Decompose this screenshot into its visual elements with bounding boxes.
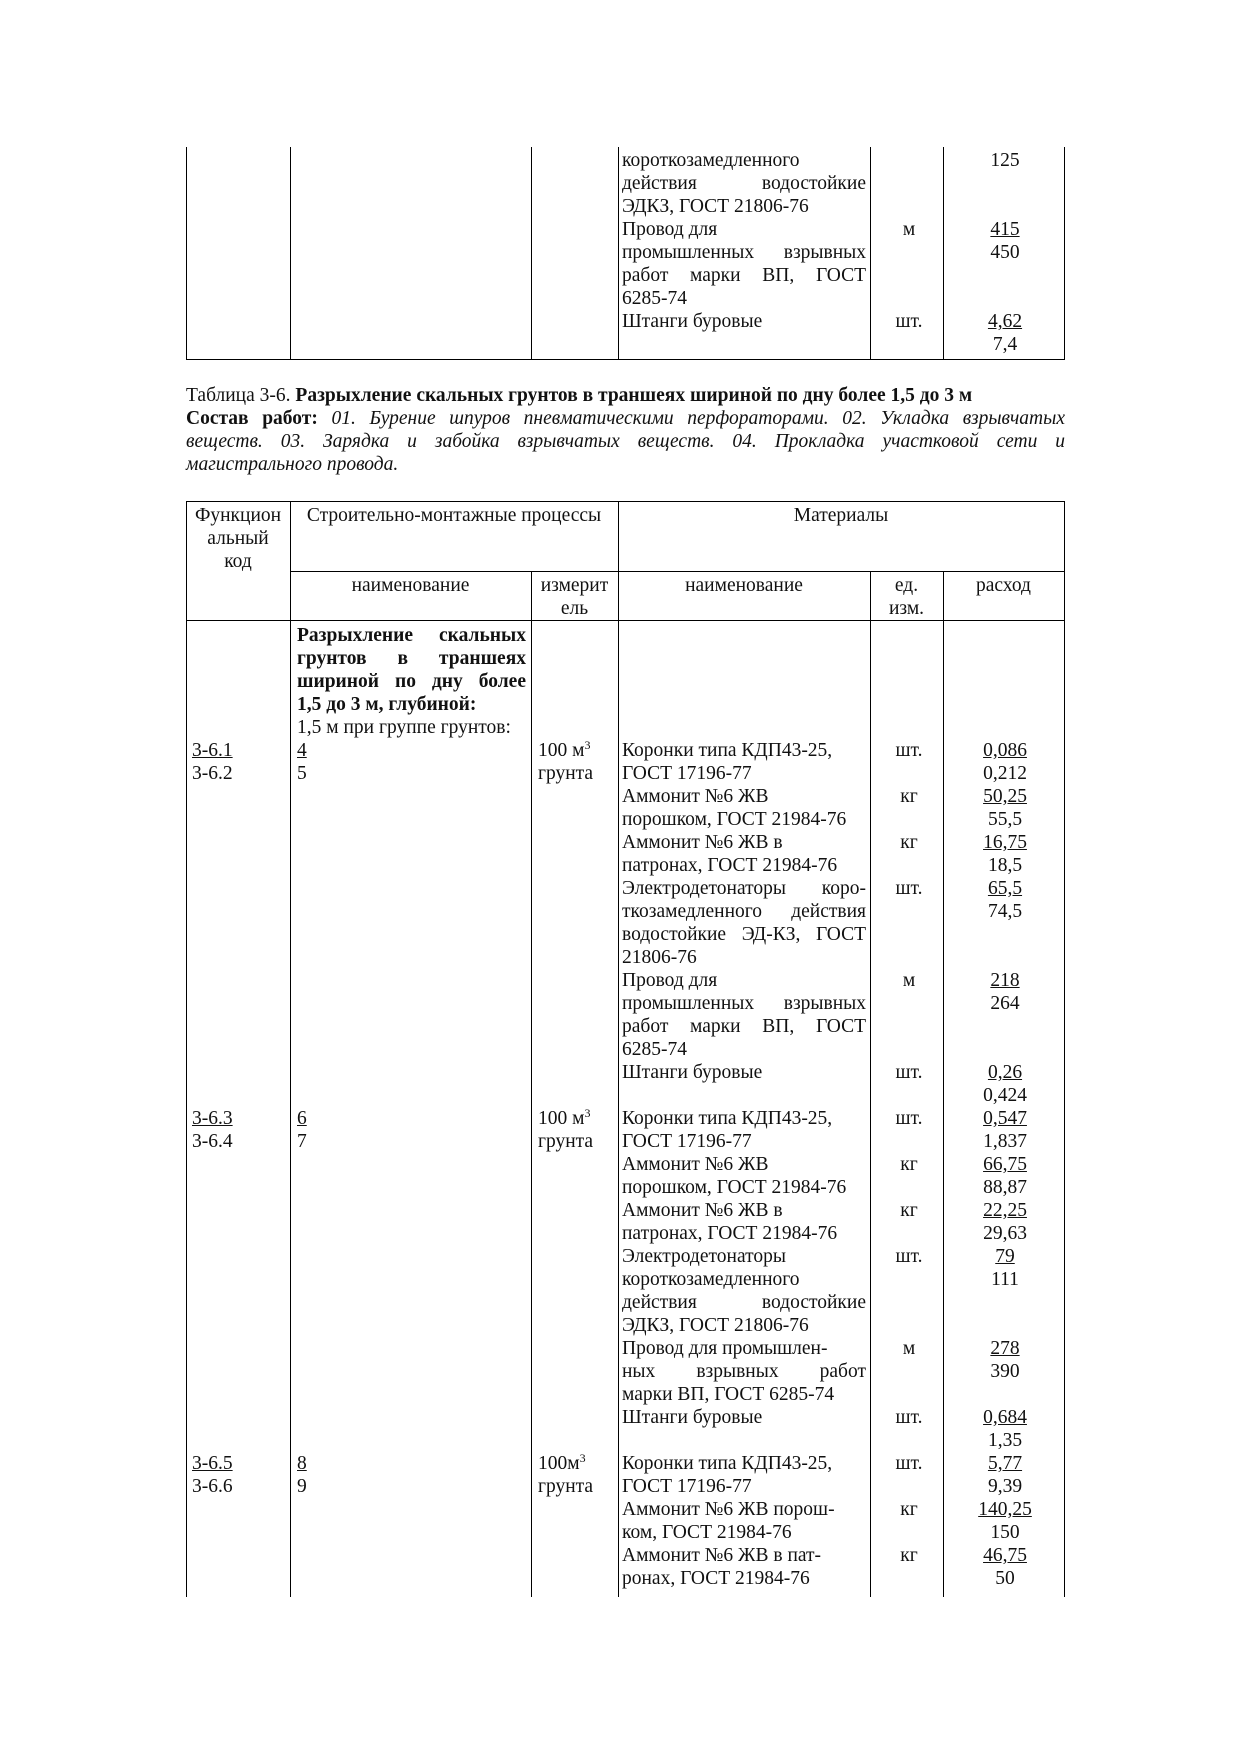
header-processes: Строительно-монтажные процессы [306,505,602,526]
soil-group: 6 7 [297,1108,307,1152]
material-desc: Провод для промышленных взрывных работ марки ВП, ГОСТ 6285-74 [622,219,866,309]
work-composition-line: веществ. 03. Зарядка и забойка взрывчатых веществ. 04. Прокладка участковой сети и [186,431,1065,452]
header-process-name: наименование [351,575,470,596]
work-composition-line: магистрального провода. [186,454,399,475]
table-bottom-border [186,359,1065,360]
previous-table-fragment [186,147,1065,360]
header-unit: ед. изм. [888,575,925,619]
consumption-value: 415 450 [990,219,1020,263]
work-composition: Состав работ: 01. Бурение шпуров пневматическими перфораторами. 02. Укладка взрывчатых [186,408,1065,429]
col-divider [943,571,944,1597]
unit: шт. [895,311,923,332]
col-divider [531,147,532,360]
col-divider [531,571,532,1597]
col-divider [870,147,871,360]
header-material-name: наименование [685,575,803,596]
header-materials: Материалы [793,505,889,526]
func-code: 3-6.5 3-6.6 [192,1453,233,1497]
col-divider [186,147,187,360]
col-divider [870,571,871,1597]
header-func-code: Функцион альный код [194,505,282,572]
func-code: 3-6.1 3-6.2 [192,740,233,784]
soil-group: 8 9 [297,1453,307,1497]
func-code: 3-6.3 3-6.4 [192,1108,233,1152]
material-desc: короткозамедленного действия водостойкие ЭДКЗ, ГОСТ 21806-76 [622,150,866,217]
col-divider [186,501,187,1597]
col-divider [290,501,291,1597]
soil-group: 4 5 [297,740,307,784]
table-top-border [186,501,1065,502]
col-divider [290,147,291,360]
table-title: Таблица 3-6. Разрыхление скальных грунтов в траншеях шириной по дну более 1,5 до 3 м [186,385,973,406]
meter: $100м^3$ грунта [538,1451,594,1497]
header-consumption: расход [976,575,1031,596]
header-bottom-border [186,620,1065,621]
main-table: Функцион альный код Строительно-монтажные процессы Материалы наименование измерит ель наименование ед. изм. расход Разрыхление скальных грунтов в траншеях шириной по дну более 1,5 до 3 м, глубиной: 1,5 м при группе грунтов: 3-6.1 3-6.2 4 5 100 $м^3$ грунта Коронки типа КДП43-25, ГОСТ 17196-77 шт. 0,086 0,212 Аммонит №6 ЖВ порошком, ГОСТ 21984-76 кг 50,25 55,5 Аммонит №6 ЖВ в патронах, ГОСТ 21984-76 кг 16,75 18,5 Электродетонаторы коро- ткозамедленного действия водостойкие ЭД-КЗ, ГОСТ 21806-76 шт. 65,5 74,5 Провод для промышленных взрывных работ марки ВП, ГОСТ 6285-74 м 218 264 Штанги буровые шт. 0,26 0,424 3-6.3 3-6.4 6 7 100 $м^3$ грунта Коронки типа КДП43-25, ГОСТ 17196-77 шт. 0,547 1,837 Аммонит №6 ЖВ порошком, ГОСТ 21984-76 кг 66,75 88,87 Аммонит №6 ЖВ в патронах, ГОСТ 21984-76 кг 22,25 29,63 Электродетонаторы короткозамедленного действия водостойкие ЭДКЗ, ГОСТ 21806-76 шт. 79 111 Провод для промышлен- ных взрывных работ марки ВП, ГОСТ 6285-74 м 278 390 Штанги буровые шт. 0,684 1,35 3-6.5 3-6.6 8 9 $100м^3$ грунта Коронки типа КДП43-25, ГОСТ 17196-77 шт. 5,77 9,39 Аммонит №6 ЖВ порош- ком, ГОСТ 21984-76 кг 140,25 150 Аммонит №6 ЖВ в пат- ронах, ГОСТ 21984-76 кг 46,75 50 [186,501,1065,1597]
meter: 100 $м^3$ грунта [538,1106,594,1152]
unit: м [902,219,916,240]
col-divider [618,147,619,360]
col-divider [618,501,619,1597]
meter: 100 $м^3$ грунта [538,738,594,784]
material-desc: Штанги буровые [622,311,763,332]
consumption-value: 125 [990,150,1020,171]
consumption-value: 4,62 7,4 [987,311,1023,355]
header-meter: измерит ель [540,575,609,619]
header-divider [290,571,1065,572]
